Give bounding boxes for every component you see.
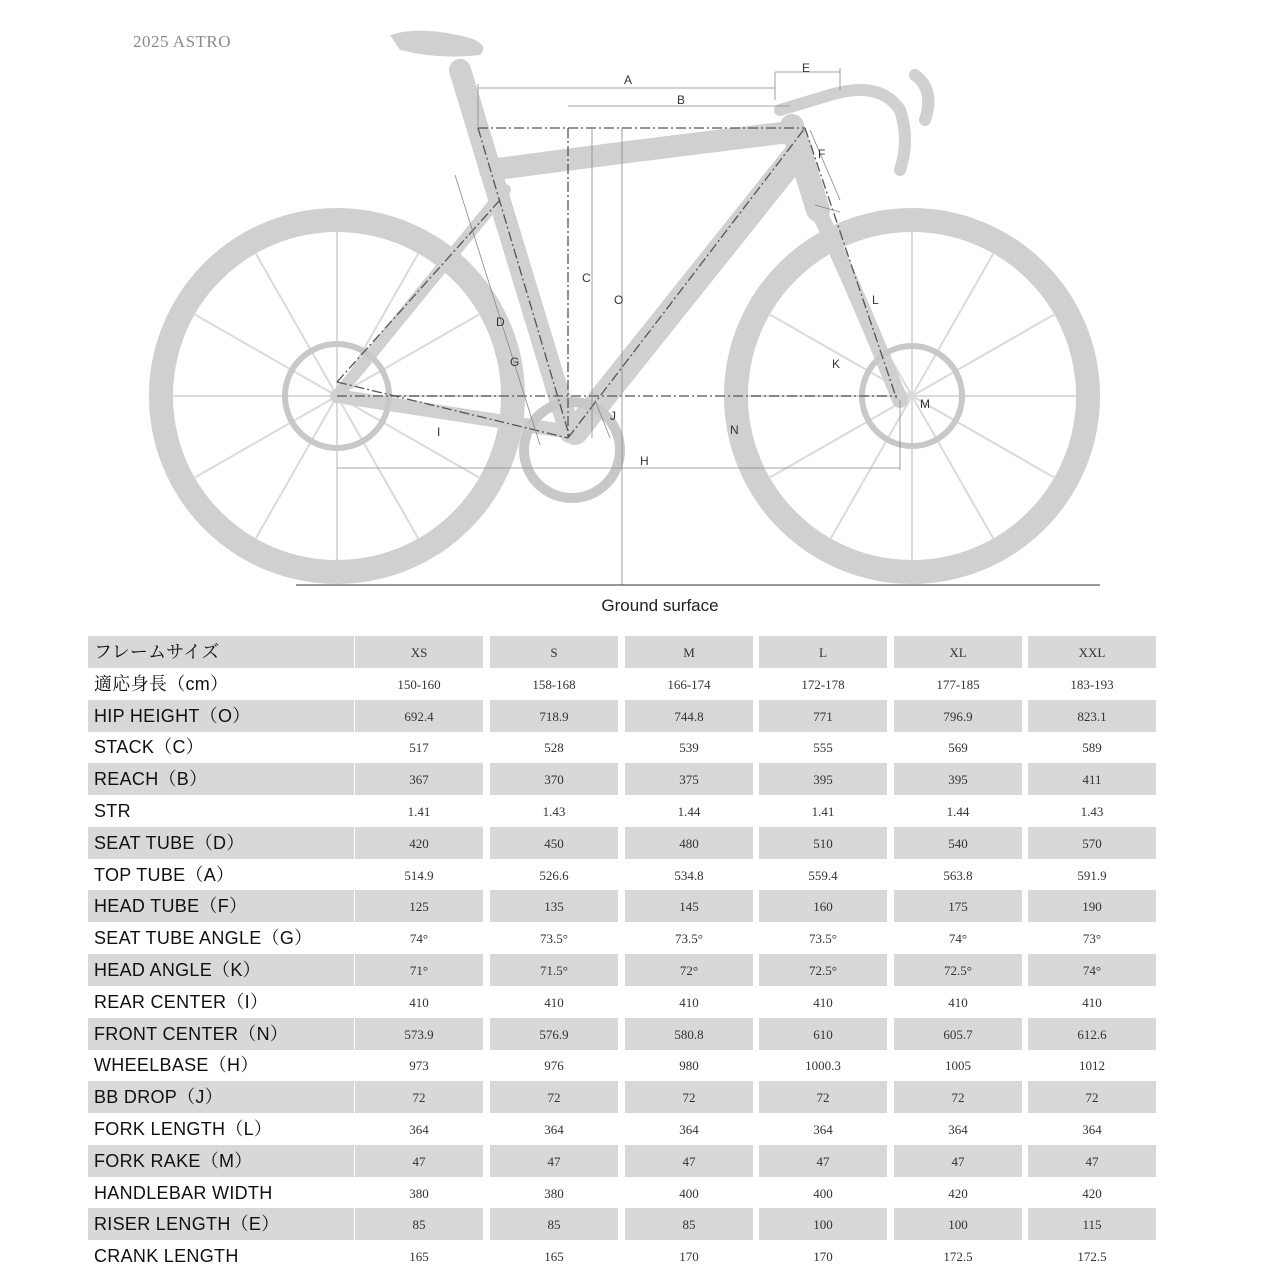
value-cell: 364 [679, 1122, 699, 1137]
row-label: SEAT TUBE（D） [88, 827, 354, 859]
value-cell: 569 [948, 740, 968, 756]
value-cell: 364 [544, 1122, 564, 1137]
row-label: SEAT TUBE ANGLE（G） [94, 928, 313, 949]
value-cell: 125 [355, 890, 483, 922]
row-label: STACK（C） [94, 737, 205, 758]
dim-label-g: G [510, 355, 520, 369]
value-cell: 605.7 [894, 1018, 1022, 1050]
saddle [390, 31, 483, 57]
value-cell: 47 [625, 1145, 753, 1177]
value-cell: 172.5 [943, 1249, 973, 1265]
value-cell: 364 [409, 1122, 429, 1137]
bike-silhouette [161, 70, 1088, 572]
value-cell: 47 [355, 1145, 483, 1177]
row-label: RISER LENGTH（E） [88, 1208, 354, 1240]
table-row [88, 763, 1160, 795]
value-cell: 72 [759, 1081, 887, 1113]
table-row [88, 1177, 1160, 1209]
shifter [915, 75, 928, 120]
value-cell: 973 [409, 1058, 429, 1074]
value-cell: 72° [625, 954, 753, 986]
top-tube [490, 132, 790, 170]
value-cell: 177-185 [936, 676, 980, 692]
dim-label-o: O [614, 293, 624, 307]
value-cell: 1.41 [407, 804, 431, 819]
value-cell: 150-160 [397, 676, 441, 692]
table-row [88, 1081, 1160, 1113]
value-cell: 380 [544, 1185, 564, 1201]
table-row [88, 700, 1160, 732]
value-cell: 47 [490, 1145, 618, 1177]
model-title: 2025 ASTRO [133, 32, 232, 51]
row-label: HIP HEIGHT（O） [88, 700, 354, 732]
value-cell: 71.5° [490, 954, 618, 986]
table-row [88, 890, 1160, 922]
value-cell: 410 [679, 994, 699, 1010]
value-cell: 534.8 [674, 867, 704, 883]
value-cell: 72 [894, 1081, 1022, 1113]
table-row [88, 668, 1160, 700]
value-cell: 85 [355, 1208, 483, 1240]
row-label: HANDLEBAR WIDTH [94, 1182, 273, 1203]
value-cell: 72.5° [894, 954, 1022, 986]
value-cell: 559.4 [808, 867, 838, 883]
table-row [88, 1113, 1160, 1145]
value-cell: 796.9 [894, 700, 1022, 732]
row-label: WHEELBASE（H） [94, 1055, 259, 1076]
value-cell: 591.9 [1077, 867, 1107, 883]
value-cell: 400 [813, 1185, 833, 1201]
value-cell: 72 [490, 1081, 618, 1113]
value-cell: 160 [759, 890, 887, 922]
value-cell: 612.6 [1028, 1018, 1156, 1050]
value-cell: 539 [679, 740, 699, 756]
value-cell: 74° [1028, 954, 1156, 986]
value-cell: 744.8 [625, 700, 753, 732]
row-label: FORK RAKE（M） [88, 1145, 354, 1177]
value-cell: 1.44 [677, 804, 701, 819]
table-row [88, 795, 1160, 827]
table-header-row [88, 636, 1160, 668]
size-header-cell: L [759, 636, 887, 668]
value-cell: 72 [625, 1081, 753, 1113]
value-cell: 976 [544, 1058, 564, 1074]
value-cell: 183-193 [1070, 676, 1114, 692]
value-cell: 410 [409, 994, 429, 1010]
value-cell: 172.5 [1077, 1249, 1107, 1265]
front-spokes [749, 232, 1075, 560]
table-row [88, 1208, 1160, 1240]
value-cell: 526.6 [539, 867, 569, 883]
value-cell: 510 [759, 827, 887, 859]
value-cell: 73° [1082, 931, 1102, 947]
value-cell: 47 [1028, 1145, 1156, 1177]
size-header-cell: XXL [1028, 636, 1156, 668]
value-cell: 395 [894, 763, 1022, 795]
value-cell: 172-178 [801, 676, 845, 692]
row-label: TOP TUBE（A） [94, 864, 235, 885]
value-cell: 1005 [945, 1058, 971, 1074]
size-header-cell: XL [894, 636, 1022, 668]
value-cell: 72 [1028, 1081, 1156, 1113]
value-cell: 514.9 [404, 867, 434, 883]
value-cell: 692.4 [355, 700, 483, 732]
row-label: 適応身長（cm） [94, 673, 229, 694]
table-row [88, 827, 1160, 859]
value-cell: 1.41 [811, 804, 835, 819]
row-label: STR [94, 801, 131, 821]
value-cell: 85 [625, 1208, 753, 1240]
value-cell: 47 [759, 1145, 887, 1177]
size-header-cell: S [490, 636, 618, 668]
value-cell: 410 [544, 994, 564, 1010]
value-cell: 1.43 [1080, 804, 1104, 819]
value-cell: 517 [409, 740, 429, 756]
value-cell: 980 [679, 1058, 699, 1074]
value-cell: 85 [490, 1208, 618, 1240]
ground-surface-label: Ground surface [601, 596, 719, 615]
dim-label-n: N [730, 423, 739, 437]
value-cell: 175 [894, 890, 1022, 922]
row-label: CRANK LENGTH [94, 1246, 239, 1267]
table-row [88, 859, 1160, 891]
value-cell: 165 [544, 1249, 564, 1265]
size-header-cell: XS [355, 636, 483, 668]
value-cell: 72.5° [759, 954, 887, 986]
value-cell: 573.9 [355, 1018, 483, 1050]
dim-label-h: H [640, 454, 649, 468]
value-cell: 450 [490, 827, 618, 859]
table-row [88, 1018, 1160, 1050]
value-cell: 115 [1028, 1208, 1156, 1240]
value-cell: 158-168 [532, 676, 576, 692]
value-cell: 170 [679, 1249, 699, 1265]
value-cell: 563.8 [943, 867, 973, 883]
value-cell: 1000.3 [805, 1058, 841, 1074]
row-label: REACH（B） [88, 763, 354, 795]
table-row [88, 954, 1160, 986]
dim-label-k: K [832, 357, 841, 371]
value-cell: 165 [409, 1249, 429, 1265]
value-cell: 410 [813, 994, 833, 1010]
value-cell: 395 [759, 763, 887, 795]
value-cell: 771 [759, 700, 887, 732]
handlebar [830, 90, 905, 170]
value-cell: 1.44 [946, 804, 970, 819]
value-cell: 367 [355, 763, 483, 795]
dim-label-l: L [872, 293, 879, 307]
value-cell: 410 [1082, 994, 1102, 1010]
value-cell: 364 [948, 1122, 968, 1137]
value-cell: 145 [625, 890, 753, 922]
value-cell: 364 [813, 1122, 833, 1137]
value-cell: 73.5° [540, 931, 568, 947]
row-label: FRONT CENTER（N） [88, 1018, 354, 1050]
row-label: フレームサイズ [88, 636, 354, 668]
value-cell: 72 [355, 1081, 483, 1113]
table-row [88, 922, 1160, 954]
row-label: REAR CENTER（I） [94, 991, 269, 1012]
table-row [88, 1145, 1160, 1177]
row-label: BB DROP（J） [88, 1081, 354, 1113]
value-cell: 370 [490, 763, 618, 795]
dim-label-m: M [920, 397, 930, 411]
value-cell: 570 [1028, 827, 1156, 859]
table-row [88, 986, 1160, 1018]
value-cell: 480 [625, 827, 753, 859]
row-label: HEAD TUBE（F） [88, 890, 354, 922]
stem [780, 95, 830, 110]
bike-geometry-diagram [0, 0, 1280, 630]
value-cell: 420 [355, 827, 483, 859]
value-cell: 1.43 [542, 804, 566, 819]
value-cell: 73.5° [675, 931, 703, 947]
value-cell: 540 [894, 827, 1022, 859]
table-row [88, 731, 1160, 763]
value-cell: 364 [1082, 1122, 1102, 1137]
dim-label-b: B [677, 93, 686, 107]
value-cell: 190 [1028, 890, 1156, 922]
value-cell: 823.1 [1028, 700, 1156, 732]
value-cell: 135 [490, 890, 618, 922]
size-header-cell: M [625, 636, 753, 668]
value-cell: 555 [813, 740, 833, 756]
value-cell: 380 [409, 1185, 429, 1201]
value-cell: 610 [759, 1018, 887, 1050]
value-cell: 410 [948, 994, 968, 1010]
row-label: FORK LENGTH（L） [94, 1119, 273, 1139]
value-cell: 100 [894, 1208, 1022, 1240]
table-row [88, 1049, 1160, 1081]
dim-label-c: C [582, 271, 591, 285]
value-cell: 589 [1082, 740, 1102, 756]
value-cell: 576.9 [490, 1018, 618, 1050]
value-cell: 1012 [1079, 1058, 1105, 1074]
value-cell: 166-174 [667, 676, 711, 692]
dim-label-i: I [437, 425, 441, 439]
value-cell: 718.9 [490, 700, 618, 732]
dim-label-e: E [802, 61, 811, 75]
value-cell: 74° [409, 931, 429, 947]
dim-label-d: D [496, 315, 505, 329]
table-row [88, 1240, 1160, 1272]
value-cell: 100 [759, 1208, 887, 1240]
dim-label-a: A [624, 73, 633, 87]
dim-label-j: J [610, 409, 616, 423]
value-cell: 528 [544, 740, 564, 756]
row-label: HEAD ANGLE（K） [88, 954, 354, 986]
dim-label-f: F [818, 147, 826, 161]
value-cell: 420 [948, 1185, 968, 1201]
value-cell: 47 [894, 1145, 1022, 1177]
value-cell: 170 [813, 1249, 833, 1265]
value-cell: 580.8 [625, 1018, 753, 1050]
value-cell: 375 [625, 763, 753, 795]
value-cell: 71° [355, 954, 483, 986]
value-cell: 74° [948, 931, 968, 947]
value-cell: 420 [1082, 1185, 1102, 1201]
value-cell: 400 [679, 1185, 699, 1201]
value-cell: 411 [1028, 763, 1156, 795]
value-cell: 73.5° [809, 931, 837, 947]
